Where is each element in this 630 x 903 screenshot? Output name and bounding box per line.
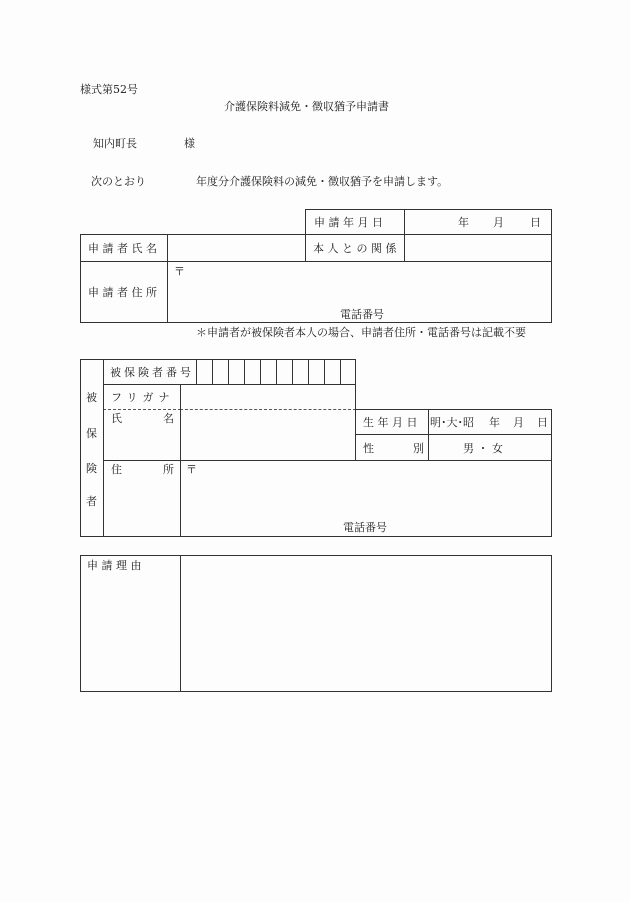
reason-field[interactable] [180, 555, 552, 692]
sex-field[interactable] [428, 434, 552, 461]
sex-label-cell [355, 434, 429, 461]
insured-address-label-2: 所 [163, 463, 174, 476]
insured-number-digit-1[interactable] [196, 359, 213, 385]
relation-field[interactable] [404, 234, 552, 262]
application-date-year: 年 [458, 216, 469, 229]
furigana-field[interactable] [180, 384, 356, 410]
insured-address-label: 住 [111, 463, 122, 476]
applicant-name-field[interactable] [167, 234, 306, 262]
birth-date-label-cell [355, 409, 429, 435]
addressee-honorific: 様 [184, 137, 195, 150]
insured-number-digit-5[interactable] [260, 359, 277, 385]
insured-number-digit-8[interactable] [308, 359, 325, 385]
birth-era-options: 明･大･昭 [430, 416, 474, 429]
intro-lead: 次のとおり [91, 175, 146, 188]
application-date-month: 月 [493, 216, 504, 229]
insured-address-field[interactable] [180, 460, 552, 537]
reason-label: 申 請 理 由 [87, 559, 142, 572]
application-date-day: 日 [530, 216, 541, 229]
birth-date-label: 生 年 月 日 [363, 416, 418, 429]
sex-label: 性 [363, 442, 374, 455]
insured-side-char-4: 者 [86, 495, 97, 508]
insured-postal-mark: 〒 [186, 463, 197, 476]
intro-text: 年度分介護保険料の減免・徴収猶予を申請します。 [196, 175, 449, 188]
birth-day: 日 [537, 416, 548, 429]
insured-number-digit-4[interactable] [244, 359, 261, 385]
insured-number-digit-10[interactable] [340, 359, 356, 385]
insured-number-digit-7[interactable] [292, 359, 309, 385]
insured-name-label-cell [103, 409, 181, 461]
birth-date-field[interactable] [428, 409, 552, 435]
birth-month: 月 [513, 416, 524, 429]
furigana-label-cell [103, 384, 181, 410]
applicant-name-label-cell [80, 234, 168, 262]
insured-side-char-3: 険 [86, 462, 97, 475]
relation-label-cell [305, 234, 405, 262]
applicant-address-field[interactable] [167, 261, 552, 323]
reason-label-cell [80, 555, 181, 692]
form-title: 介護保険料減免・徴収猶予申請書 [224, 100, 389, 113]
insured-name-label-2: 名 [163, 412, 174, 425]
insured-side-char-1: 被 [86, 391, 97, 404]
applicant-note: ＊申請者が被保険者本人の場合、申請者住所・電話番号は記載不要 [196, 326, 526, 339]
applicant-address-label-cell [80, 261, 168, 323]
application-date-label: 申 請 年 月 日 [314, 216, 383, 229]
addressee-name: 知内町長 [93, 137, 137, 150]
insured-number-digit-2[interactable] [212, 359, 229, 385]
applicant-name-label: 申 請 者 氏 名 [88, 242, 157, 255]
insured-number-label-cell [103, 359, 197, 385]
application-date-field[interactable] [404, 209, 552, 235]
sex-options: 男 ・ 女 [463, 442, 503, 455]
insured-number-digit-3[interactable] [228, 359, 245, 385]
applicant-phone-label: 電話番号 [340, 308, 384, 321]
applicant-address-label: 申 請 者 住 所 [88, 286, 157, 299]
insured-side-label-cell [80, 359, 104, 537]
furigana-label: フリガナ [111, 391, 175, 404]
insured-name-field[interactable] [180, 409, 356, 461]
birth-year: 年 [489, 416, 500, 429]
insured-side-char-2: 保 [86, 427, 97, 440]
insured-number-label: 被保険者番号 [110, 366, 194, 379]
insured-address-label-cell [103, 460, 181, 537]
insured-number-digit-6[interactable] [276, 359, 293, 385]
application-date-label-cell [305, 209, 405, 235]
applicant-postal-mark: 〒 [174, 265, 185, 278]
insured-phone-label: 電話番号 [343, 521, 387, 534]
insured-name-label: 氏 [111, 412, 122, 425]
sex-label-2: 別 [413, 442, 424, 455]
insured-number-digit-9[interactable] [324, 359, 341, 385]
relation-label: 本 人 と の 関 係 [313, 242, 397, 255]
form-number: 様式第52号 [80, 83, 138, 96]
